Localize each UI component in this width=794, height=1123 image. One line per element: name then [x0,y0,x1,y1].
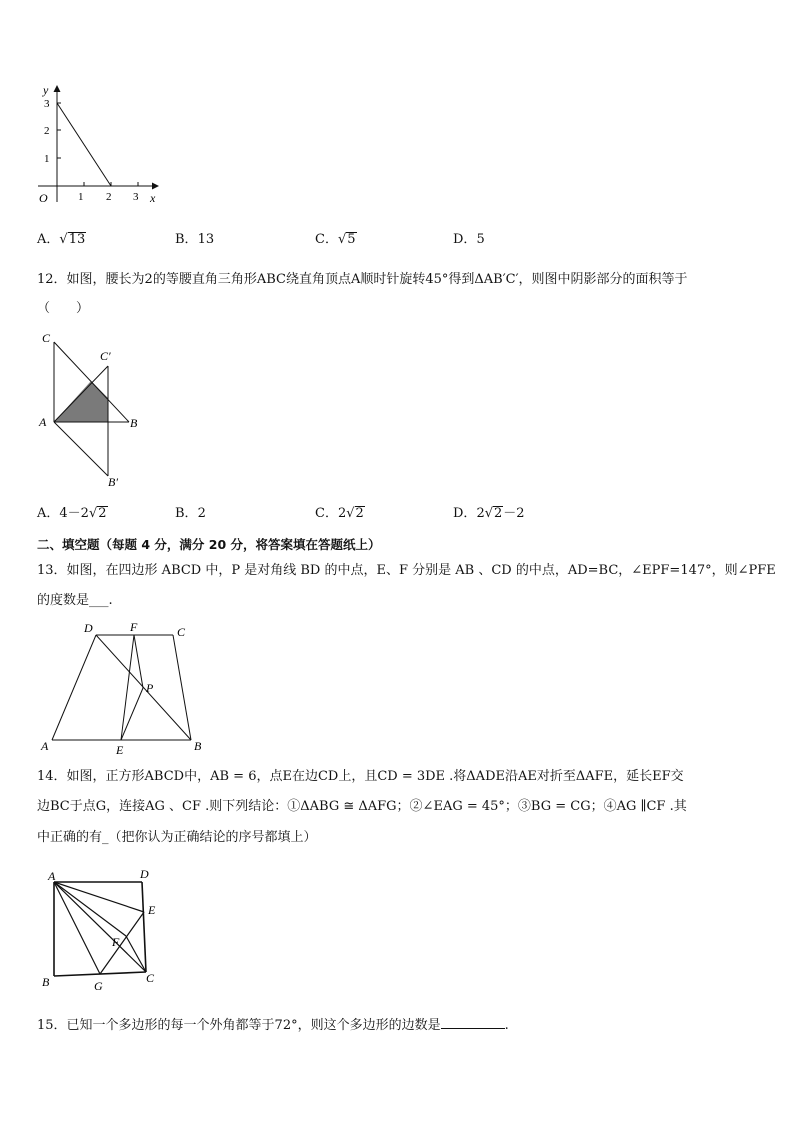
q12-option-a[interactable] [37,504,108,524]
q14-stem-line3: 中正确的有_（把你认为正确结论的序号都填上） [37,830,317,845]
x-tick-label-1: 1 [78,191,84,203]
label-P: P [146,681,154,695]
option-letter: B． [175,506,198,521]
x-tick-label-2: 2 [106,191,112,203]
segment-AG [54,882,100,974]
option-value: 5 [347,232,356,247]
label-C: C [146,971,155,985]
y-tick-label-2: 2 [44,125,50,137]
option-pre: 4－2 [59,506,89,521]
option-letter: B． [175,232,198,247]
segment-FC [126,936,146,972]
option-pre: 2 [197,506,206,521]
q12-option-d[interactable] [453,504,525,524]
label-D: D [84,621,93,635]
option-letter: D． [453,232,477,247]
q15-answer-blank[interactable] [441,1014,505,1029]
origin-label: O [39,191,48,205]
sqrt-sign: √ [484,506,494,521]
segment-CB [173,635,191,740]
option-value: 13 [197,232,215,247]
option-pre: 2 [337,506,347,521]
option-letter: D． [453,506,477,521]
q13-stem-line2: 的度数是___. [37,593,113,608]
sqrt-sign: √ [337,232,347,247]
segment-FP [134,635,143,688]
y-tick-label-3: 3 [44,98,50,110]
label-A: A [39,415,47,429]
segment-AE [54,882,144,912]
option-letter: A． [37,506,60,521]
option-pre: 2 [476,506,485,521]
label-C-prime: C′ [100,349,111,363]
segment-AC [54,882,146,972]
label-B: B [130,416,138,430]
q12-option-b[interactable] [175,504,206,524]
q14-stem-line2: 边BC于点G，连接AG 、CF .则下列结论：①ΔABG ≅ ΔAFG；②∠EAG = 45°；③BG = CG；④AG ∥CF .其 [37,799,687,814]
sqrt-sign: √ [59,232,68,247]
label-B-prime: B′ [108,475,118,489]
y-axis-label: y [43,83,49,97]
label-B: B [42,975,50,989]
q12-triangle-figure [34,326,154,492]
label-A: A [48,869,56,883]
x-axis-label: x [150,191,156,205]
y-axis-arrow [54,85,61,92]
q11-option-c[interactable] [315,230,357,250]
label-D: D [140,867,149,881]
label-E: E [148,903,156,917]
label-B: B [194,739,202,753]
section-heading-fill-in: 二、填空题（每题 4 分，满分 20 分，将答案填在答题纸上） [37,537,381,552]
q14-stem-line1: 14．如图，正方形ABCD中，AB = 6，点E在边CD上，且CD = 3DE .将ΔADE沿AE对折至ΔAFE，延长EF交 [37,769,684,784]
segment-DB [96,635,191,740]
option-value: 13 [68,232,86,247]
q11-option-b[interactable] [175,230,214,250]
q11-coordinate-figure [30,82,170,210]
option-value: 5 [476,232,485,247]
x-tick-label-3: 3 [133,191,139,203]
label-C: C [177,625,186,639]
label-E: E [116,743,124,757]
label-F: F [130,620,138,634]
option-letter: C． [315,506,338,521]
q13-stem-line1: 13．如图，在四边形 ABCD 中，P 是对角线 BD 的中点，E、F 分别是 AB 、CD 的中点，AD=BC，∠EPF=147°，则∠PFE [37,563,776,578]
graph-line [57,103,111,186]
q11-option-a[interactable] [37,230,86,250]
segment-CD [142,882,146,972]
q12-stem-line1: 12．如图，腰长为2的等腰直角三角形ABC绕直角顶点A顺时针旋转45°得到ΔAB′C′，则图中阴影部分的面积等于 [37,272,688,287]
x-axis-arrow [152,183,159,190]
option-letter: A． [37,232,60,247]
option-radicand: 2 [494,506,503,521]
q15-text: 15．已知一个多边形的每一个外角都等于72°，则这个多边形的边数是 [37,1018,441,1033]
label-C: C [42,331,51,345]
label-A: A [41,739,49,753]
label-G: G [94,979,103,993]
option-radicand: 2 [355,506,364,521]
q12-option-c[interactable] [315,504,365,524]
q12-stem-line2: （ ） [37,301,90,316]
segment-AD [52,635,96,740]
label-F: F [112,935,120,949]
q15-end: . [504,1018,509,1033]
option-post: －2 [503,506,525,521]
option-letter: C． [315,232,338,247]
segment-AF [54,882,126,936]
q14-square-figure [38,862,168,994]
q13-quadrilateral-figure [36,616,216,758]
q15-stem [37,1014,509,1036]
q11-option-d[interactable] [453,230,485,250]
y-tick-label-1: 1 [44,153,50,165]
shaded-region [54,381,108,422]
option-radicand: 2 [98,506,107,521]
sqrt-sign: √ [346,506,355,521]
sqrt-sign: √ [88,506,98,521]
segment-AB1 [54,422,108,476]
